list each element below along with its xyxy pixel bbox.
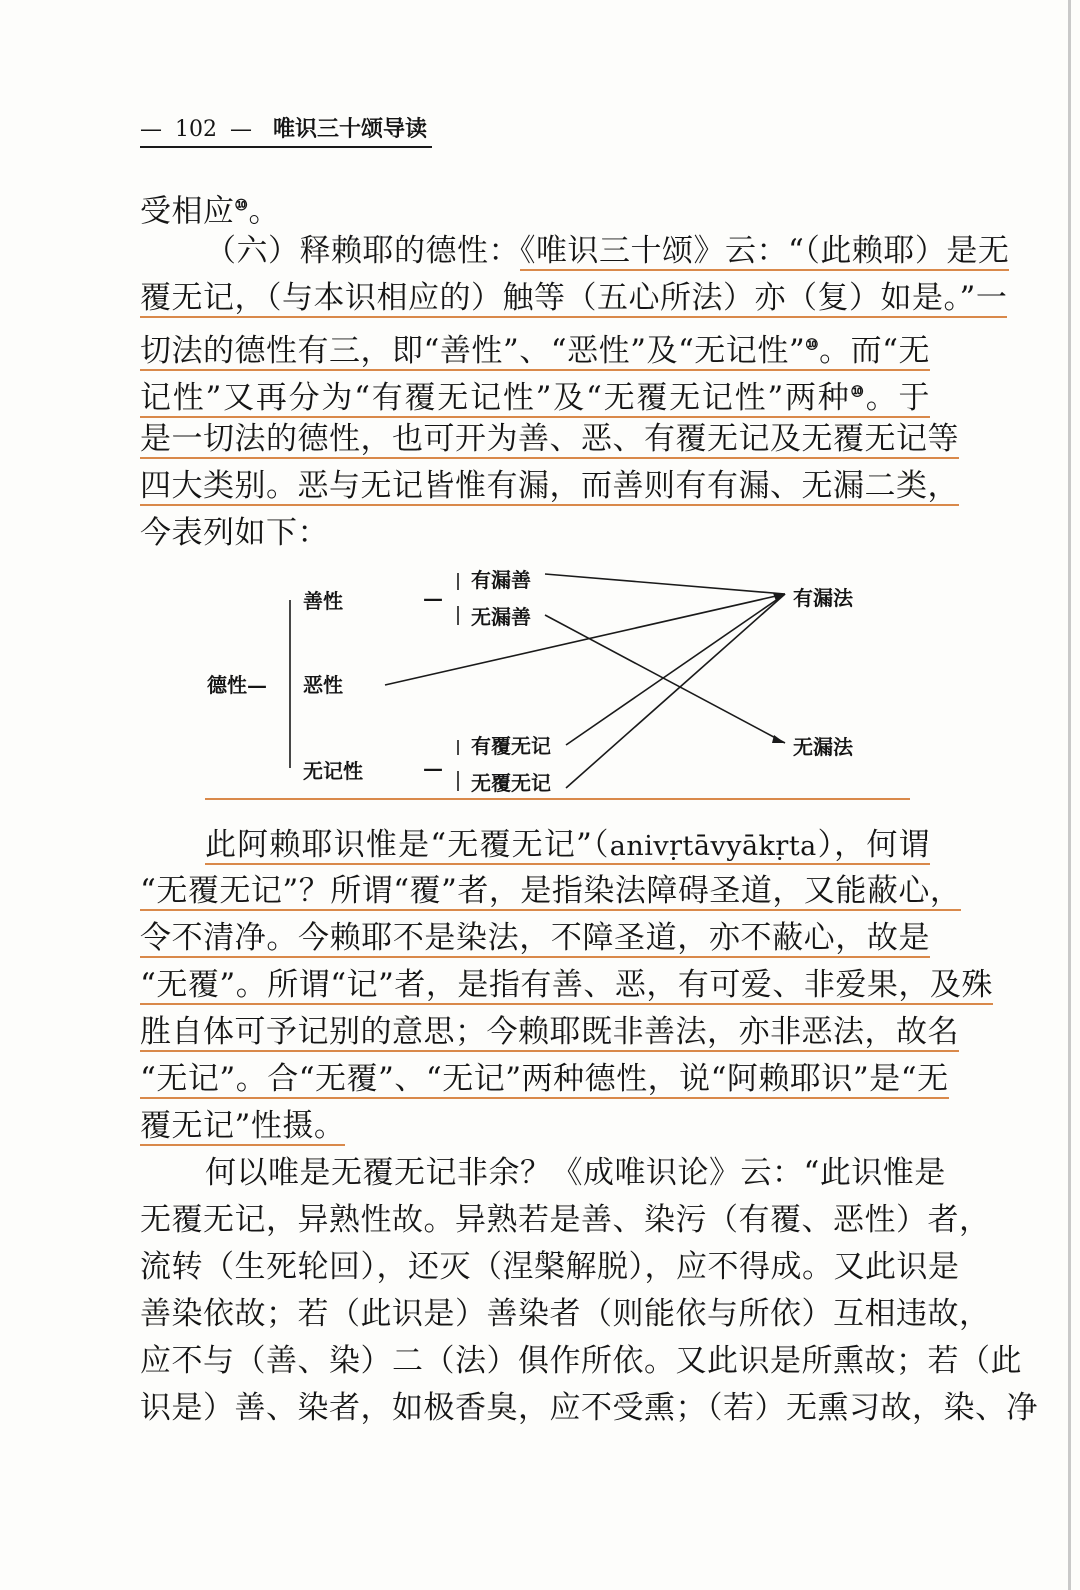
line-goodleaked-to-leaked (545, 574, 785, 594)
header-rule (140, 146, 432, 148)
header-dash-right: — (230, 117, 252, 142)
para4-line4: 善染依故；若（此识是）善染者（则能依与所依）互相违故， (140, 1296, 991, 1332)
diagram-root-label: 德性— (207, 673, 267, 697)
para4-line2: 无覆无记，异熟性故。异熟若是善、染污（有覆、恶性）者， (140, 1202, 991, 1238)
diagram-good-label: 善性 (303, 589, 343, 613)
diagram-unleaked-dharma: 无漏法 (793, 735, 853, 759)
para3-line4: “无覆”。所谓“记”者，是指有善、恶，有可爱、非爱果，及殊 (140, 967, 993, 1003)
diagram-leaked-dharma: 有漏法 (793, 586, 853, 610)
para3-line2: “无覆无记”？所谓“覆”者，是指染法障碍圣道，又能蔽心， (140, 873, 962, 909)
para2-line4: 记性”又再分为“有覆无记性”及“无覆无记性”两种⑩。于 (140, 380, 930, 417)
header-dash-left: — (140, 117, 162, 142)
diagram-evil-label: 恶性 (303, 673, 343, 697)
diagram-good-dash: — (423, 586, 443, 610)
arrow-to-unleaked (772, 735, 785, 743)
para4-line3: 流转（生死轮回），还灭（涅槃解脱），应不得成。又此识是 (140, 1249, 960, 1285)
diagram-underline (205, 798, 910, 800)
para2-line2: 覆无记，（与本识相应的）触等（五心所法）亦（复）如是。”一 (140, 280, 1008, 316)
para4-line5: 应不与（善、染）二（法）俱作所依。又此识是所熏故；若（此 (140, 1343, 1022, 1379)
diagram-lines (0, 555, 1080, 805)
running-header (140, 112, 432, 146)
line-covered-to-leaked (566, 594, 785, 745)
sanskrit-term: anivṛtāvyākṛta (609, 831, 817, 862)
para3-line3: 令不清净。今赖耶不是染法，不障圣道，亦不蔽心，故是 (140, 920, 930, 956)
para2-line3: 切法的德性有三，即“善性”、“恶性”及“无记性”⑩。而“无 (140, 333, 930, 370)
para3-line5: 胜自体可予记别的意思；今赖耶既非善法，亦非恶法，故名 (140, 1014, 959, 1050)
para2-line7: 今表列如下： (140, 515, 329, 551)
para1-line1: 受相应⑩。 (140, 193, 280, 230)
footnote-mark: ⑩ (805, 336, 820, 354)
para2-line5: 是一切法的德性，也可开为善、恶、有覆无记及无覆无记等 (140, 421, 959, 457)
diagram-good-unleaked: 无漏善 (471, 605, 531, 629)
para3-line6: “无记”。合“无覆”、“无记”两种德性，说“阿赖耶识”是“无 (140, 1061, 949, 1097)
diagram-neutral-dash: — (423, 756, 443, 780)
para4-line1: 何以唯是无覆无记非余？《成唯识论》云：“此识惟是 (205, 1155, 946, 1191)
line-goodunleaked-to-unleaked (545, 615, 785, 743)
para3-line7: 覆无记”性摄。 (140, 1108, 346, 1144)
footnote-mark: ⑩ (850, 383, 866, 401)
diagram-covered-neutral: 有覆无记 (471, 734, 551, 758)
footnote-mark: ⑩ (234, 196, 249, 214)
book-title: 唯识三十颂导读 (273, 116, 428, 142)
line-evil-to-leaked (385, 594, 785, 685)
nature-classification-diagram (0, 555, 1080, 805)
para3-line1: 此阿赖耶识惟是“无覆无记”（anivṛtāvyākṛta），何谓 (205, 827, 930, 863)
diagram-neutral-label: 无记性 (303, 759, 363, 783)
diagram-uncovered-neutral: 无覆无记 (471, 771, 551, 795)
para2-line1: （六）释赖耶的德性：《唯识三十颂》云：“（此赖耶）是无 (205, 233, 1010, 269)
para2-line6: 四大类别。恶与无记皆惟有漏，而善则有有漏、无漏二类， (140, 468, 959, 504)
line-uncovered-to-leaked (566, 594, 785, 788)
diagram-good-leaked: 有漏善 (471, 568, 531, 592)
para4-line6: 识是）善、染者，如极香臭，应不受熏；（若）无熏习故，染、净 (140, 1390, 1038, 1426)
page-number: 102 (175, 117, 217, 142)
